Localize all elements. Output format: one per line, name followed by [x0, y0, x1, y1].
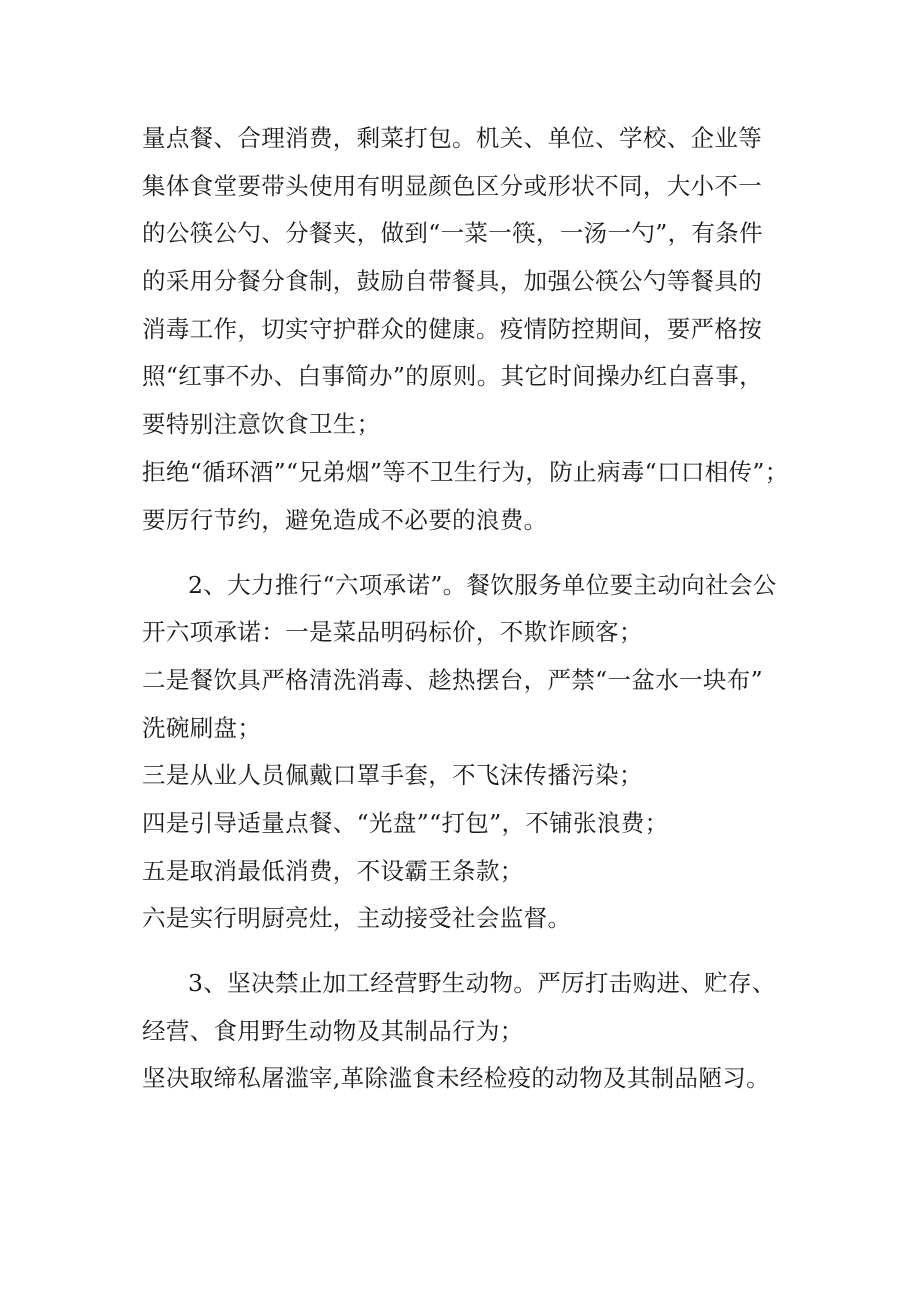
text-line: 要厉行节约，避免造成不必要的浪费。 [142, 506, 548, 534]
text-line: 要特别注意饮食卫生； [142, 410, 381, 438]
text-line: 的采用分餐分食制，鼓励自带餐具，加强公筷公勺等餐具的 [142, 267, 763, 295]
text-line: 六是实行明厨亮灶，主动接受社会监督。 [142, 904, 572, 932]
text-line: 经营、食用野生动物及其制品行为； [142, 1017, 524, 1045]
text-line: 坚决取缔私屠滥宰,革除滥食未经检疫的动物及其制品陋习。 [142, 1064, 770, 1092]
text-line: 洗碗刷盘； [142, 714, 262, 742]
text-line: 消毒工作，切实守护群众的健康。疫情防控期间，要严格按 [142, 315, 763, 343]
text-line: 二是餐饮具严格清洗消毒、趁热摆台，严禁“一盆水一块布” [142, 666, 763, 694]
text-line: 三是从业人员佩戴口罩手套，不飞沫传播污染； [142, 761, 643, 789]
paragraph-2-start: 2、大力推行“六项承诺”。餐饮服务单位要主动向社会公 [188, 571, 777, 599]
text-line: 量点餐、合理消费，剩菜打包。机关、单位、学校、企业等 [142, 124, 763, 152]
text-line: 的公筷公勺、分餐夹，做到“一菜一筷，一汤一勺”，有条件 [142, 219, 763, 247]
text-line: 集体食堂要带头使用有明显颜色区分或形状不同，大小不一 [142, 172, 763, 200]
text-line: 开六项承诺：一是菜品明码标价，不欺诈顾客； [142, 618, 643, 646]
paragraph-3-start: 3、坚决禁止加工经营野生动物。严厉打击购进、贮存、 [188, 969, 776, 997]
text-line: 拒绝“循环酒”“兄弟烟”等不卫生行为，防止病毒“口口相传”； [142, 458, 789, 486]
text-line: 四是引导适量点餐、“光盘”“打包”，不铺张浪费； [142, 809, 669, 837]
text-line: 五是取消最低消费，不设霸王条款； [142, 857, 524, 885]
text-line: 照“红事不办、白事简办”的原则。其它时间操办红白喜事， [142, 362, 763, 390]
